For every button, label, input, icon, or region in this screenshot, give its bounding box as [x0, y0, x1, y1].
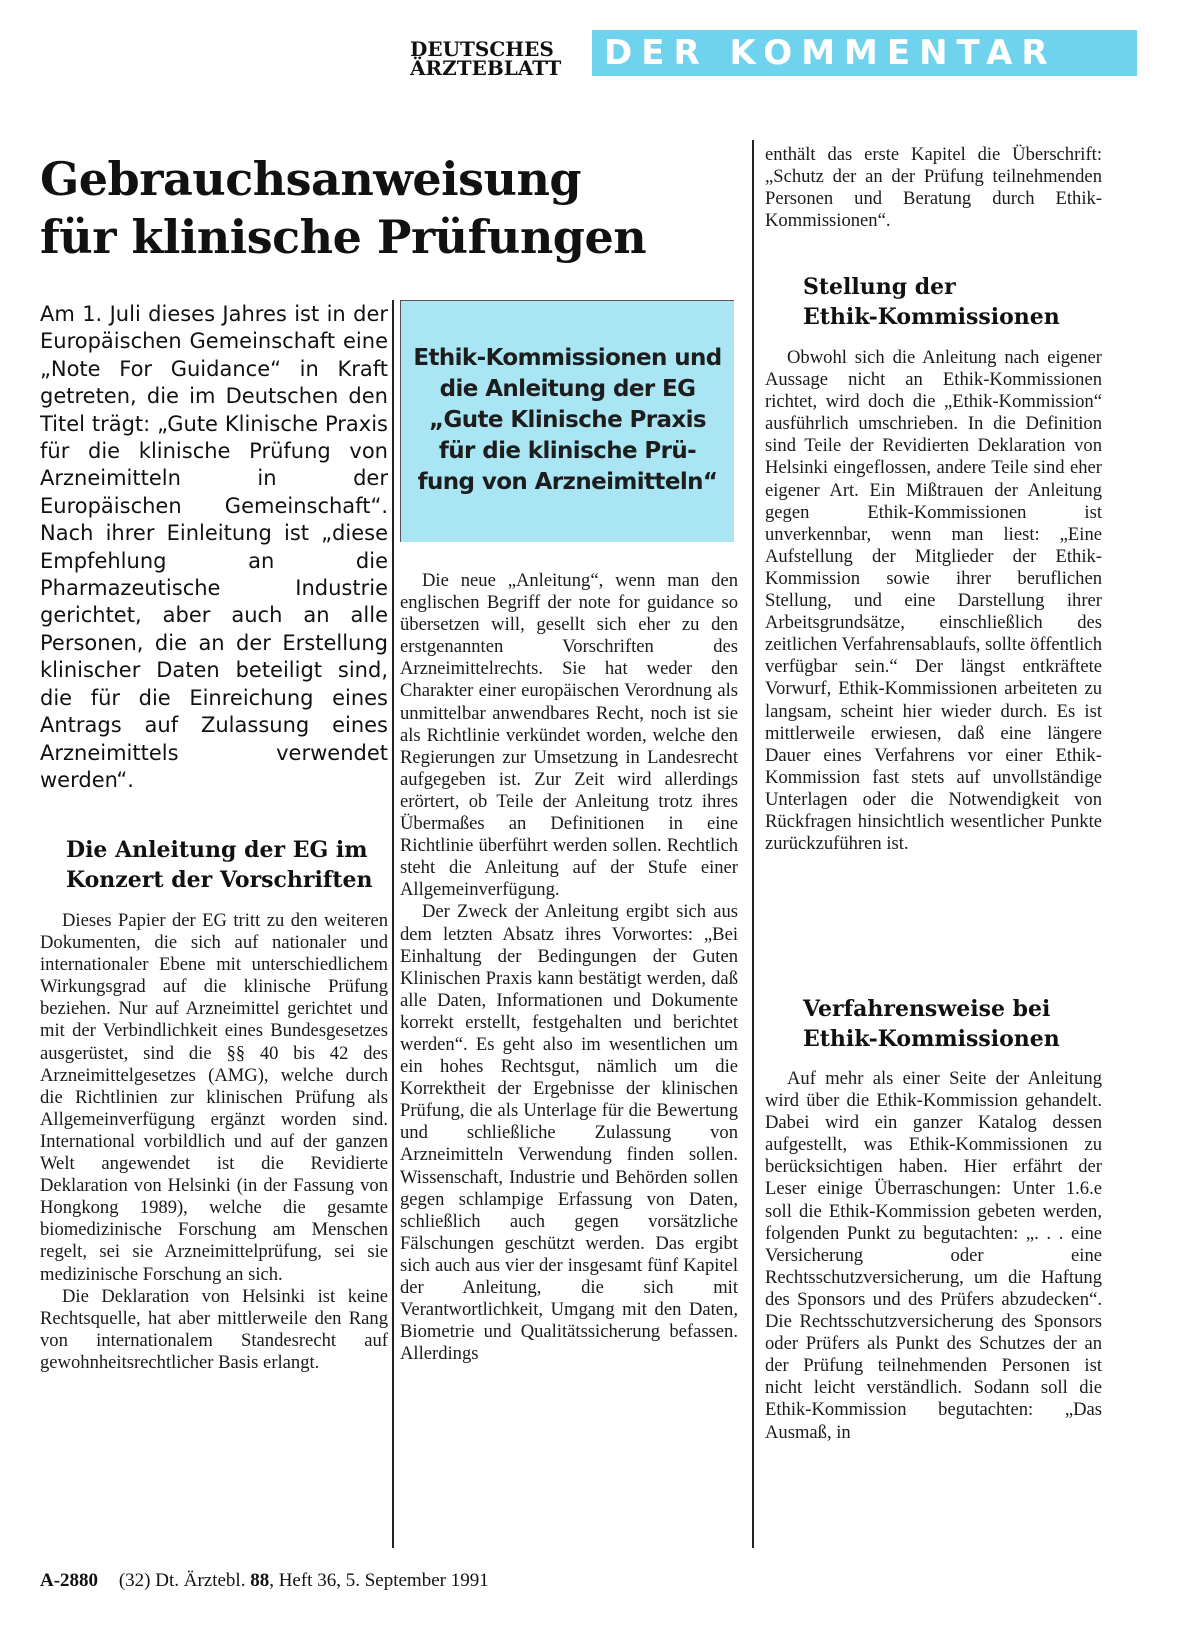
headline-line1: Gebrauchsanweisung [40, 152, 582, 206]
lead-paragraph: Am 1. Juli dieses Jahres ist in der Europäischen Gemeinschaft eine „Note For Guidance“ in Kraft getreten, die im Deutschen den Titel trägt: „Gute Klinische Praxis für die klinische Prüfung von Arzneimitteln in der Europäischen Gemeinschaft“. Nach ihrer Einleitung ist „diese Empfehlung an die Pharmazeutische Industrie gerichtet, aber auch an alle Personen, die an der Erstellung klinischer Daten beteiligt sind, die für die Einreichung eines Antrags auf Zulassung eines Arzneimittels verwendet werden“. [40, 302, 388, 792]
paragraph: enthält das erste Kapitel die Überschrift: „Schutz der an der Prüfung teilnehmenden Personen und Beratung durch Ethik-Kommissionen“. [765, 144, 1102, 232]
citation-suffix: , Heft 36, 5. September 1991 [269, 1570, 489, 1591]
page-number: A-2880 [40, 1570, 99, 1591]
column-2-body [400, 570, 738, 1365]
column-3-body-1 [765, 347, 1102, 855]
article-headline [40, 150, 760, 266]
heading-line: Verfahrensweise bei [803, 996, 1051, 1022]
column-rule-left [392, 300, 394, 1548]
heading-line: Ethik-Kommissionen [803, 304, 1060, 330]
paragraph: Dieses Papier der EG tritt zu den weiteren Dokumenten, die sich auf nationaler und internationaler Ebene mit unterschiedlichem Wirkungsgrad auf die klinische Prüfung beziehen. Nur auf Arzneimittel gerichtet und mit der Verbindlichkeit eines Bundesgesetzes ausgerüstet, sind die §§ 40 bis 42 des Arzneimittelgesetzes (AMG), welche durch die Richtlinien zur klinischen Prüfung als Allgemeinverfügung ergänzt worden sind. International vorbildlich und auf der ganzen Welt angewendet ist die Revidierte Deklaration von Helsinki (in der Fassung von Hongkong 1989), welche die gesamte biomedizinische Forschung am Menschen regelt, sei sie Arzneimittelprüfung, sei sie medizinische Forschung an sich. [40, 910, 388, 1285]
column-1-body [40, 910, 388, 1374]
heading-line: Konzert der Vorschriften [66, 867, 373, 893]
journal-name-line2: ÄRZTEBLATT [410, 56, 562, 80]
heading-line: Stellung der [803, 274, 956, 300]
paragraph: Die neue „Anleitung“, wenn man den englischen Begriff der note for guidance so übersetzen will, gesellt sich eher zu den erstgenannten Vorschriften des Arzneimittelrechts. Sie hat weder den Charakter einer europäischen Verordnung als unmittelbar anwendbares Recht, noch ist sie als Richtlinie verkündet worden, welche den Regierungen zur Umsetzung in Landesrecht aufgegeben ist. Zur Zeit wird allerdings erörtert, ob Teile der Anleitung trotz ihres Übermaßes an Definitionen in eine Richtlinie überführt werden sollen. Rechtlich steht die Anleitung auf der Stufe einer Allgemeinverfügung. [400, 570, 738, 901]
section-heading-stellung [803, 272, 1103, 332]
callout-line: Ethik-Kommissionen und [413, 345, 722, 371]
column-3-intro [765, 144, 1102, 232]
headline-line2: für klinische Prüfungen [40, 210, 647, 264]
paragraph: Auf mehr als einer Seite der Anleitung wird über die Ethik-Kommission gehandelt. Dabei wird ein ganzer Katalog dessen aufgestellt, was Ethik-Kommissionen zu berücksichtigen haben. Hier erfährt der Leser einige Überraschungen: Unter 1.6.e soll die Ethik-Kommission gebeten werden, folgenden Punkt zu begutachten: „. . . eine Versicherung oder eine Rechtsschutzversicherung, um die Haftung des Sponsors und des Prüfers abzudecken“. Die Rechtsschutzversicherung des Sponsors oder Prüfers als Punkt des Schutzes der an der Prüfung teilnehmenden Personen ist nicht leicht verständlich. Sodann soll die Ethik-Kommission begutachten: „Das Ausmaß, in [765, 1068, 1102, 1443]
paragraph: Die Deklaration von Helsinki ist keine Rechtsquelle, hat aber mittlerweile den Rang von internationalem Standesrecht auf gewohnheitsrechtlicher Basis erlangt. [40, 1285, 388, 1373]
callout-line: die Anleitung der EG [439, 376, 696, 402]
journal-logo [410, 37, 580, 80]
callout-line: für die klinische Prü- [438, 438, 697, 464]
heading-line: Ethik-Kommissionen [803, 1026, 1060, 1052]
section-banner: DER KOMMENTAR [592, 30, 1137, 76]
paragraph: Obwohl sich die Anleitung nach eigener Aussage nicht an Ethik-Kommissionen richtet, wird doch die „Ethik-Kommission“ ausführlich umschrieben. In die Definition sind Teile der Revidierten Deklaration von Helsinki eingeflossen, andere Teile sind eher eigener Art. Ein Mißtrauen der Anleitung gegen Ethik-Kommissionen ist unverkennbar, wenn man liest: „Eine Aufstellung der Mitglieder der Ethik-Kommission sowie ihrer beruflichen Stellung, und eine Darstellung ihrer Arbeitsgrundsätze, einschließlich des zeitlichen Verfahrensablaufs, sollte öffentlich verfügbar sein.“ Der längst entkräftete Vorwurf, Ethik-Kommissionen arbeiteten zu langsam, scheint hier wieder durch. Es ist mittlerweile erwiesen, daß eine längere Dauer eines Verfahrens vor einer Ethik-Kommission fast stets auf unvollständige Unterlagen oder die Notwendigkeit von Rückfragen hinsichtlich wesentlicher Punkte zurückzuführen ist. [765, 347, 1102, 855]
page-footer [40, 1570, 640, 1592]
heading-line: Die Anleitung der EG im [66, 837, 368, 863]
journal-name-line1: DEUTSCHES [410, 37, 554, 61]
section-heading-verfahrensweise [803, 994, 1103, 1054]
callout-box [400, 300, 734, 542]
citation-prefix: (32) Dt. Ärztebl. [118, 1570, 246, 1591]
volume-number: 88 [250, 1570, 270, 1591]
callout-line: „Gute Klinische Praxis [428, 407, 707, 433]
paragraph: Der Zweck der Anleitung ergibt sich aus dem letzten Absatz ihres Vorwortes: „Bei Einhaltung der Bedingungen der Guten Klinischen Praxis kann bestätigt werden, daß alle Daten, Informationen und Dokumente korrekt erstellt, festgehalten und berichtet werden“. Es geht also im wesentlichen um ein hohes Rechtsgut, nämlich um die Korrektheit der Ergebnisse der klinischen Prüfung, die als Unterlage für die Bewertung und schließliche Zulassung von Arzneimitteln Verwendung finden sollen. Wissenschaft, Industrie und Behörden sollen gegen schlampige Erfassung von Daten, schließlich auch gegen vorsätzliche Fälschungen geschützt werden. Das ergibt sich auch aus vier der insgesamt fünf Kapitel der Anleitung, die sich mit Verantwortlichkeit, Umgang mit den Daten, Biometrie und Qualitätssicherung befassen. Allerdings [400, 901, 738, 1365]
column-3-body-2 [765, 1068, 1102, 1444]
column-rule-right [752, 140, 754, 1548]
callout-line: fung von Arzneimitteln“ [417, 469, 718, 495]
section-heading-anleitung [66, 835, 386, 895]
